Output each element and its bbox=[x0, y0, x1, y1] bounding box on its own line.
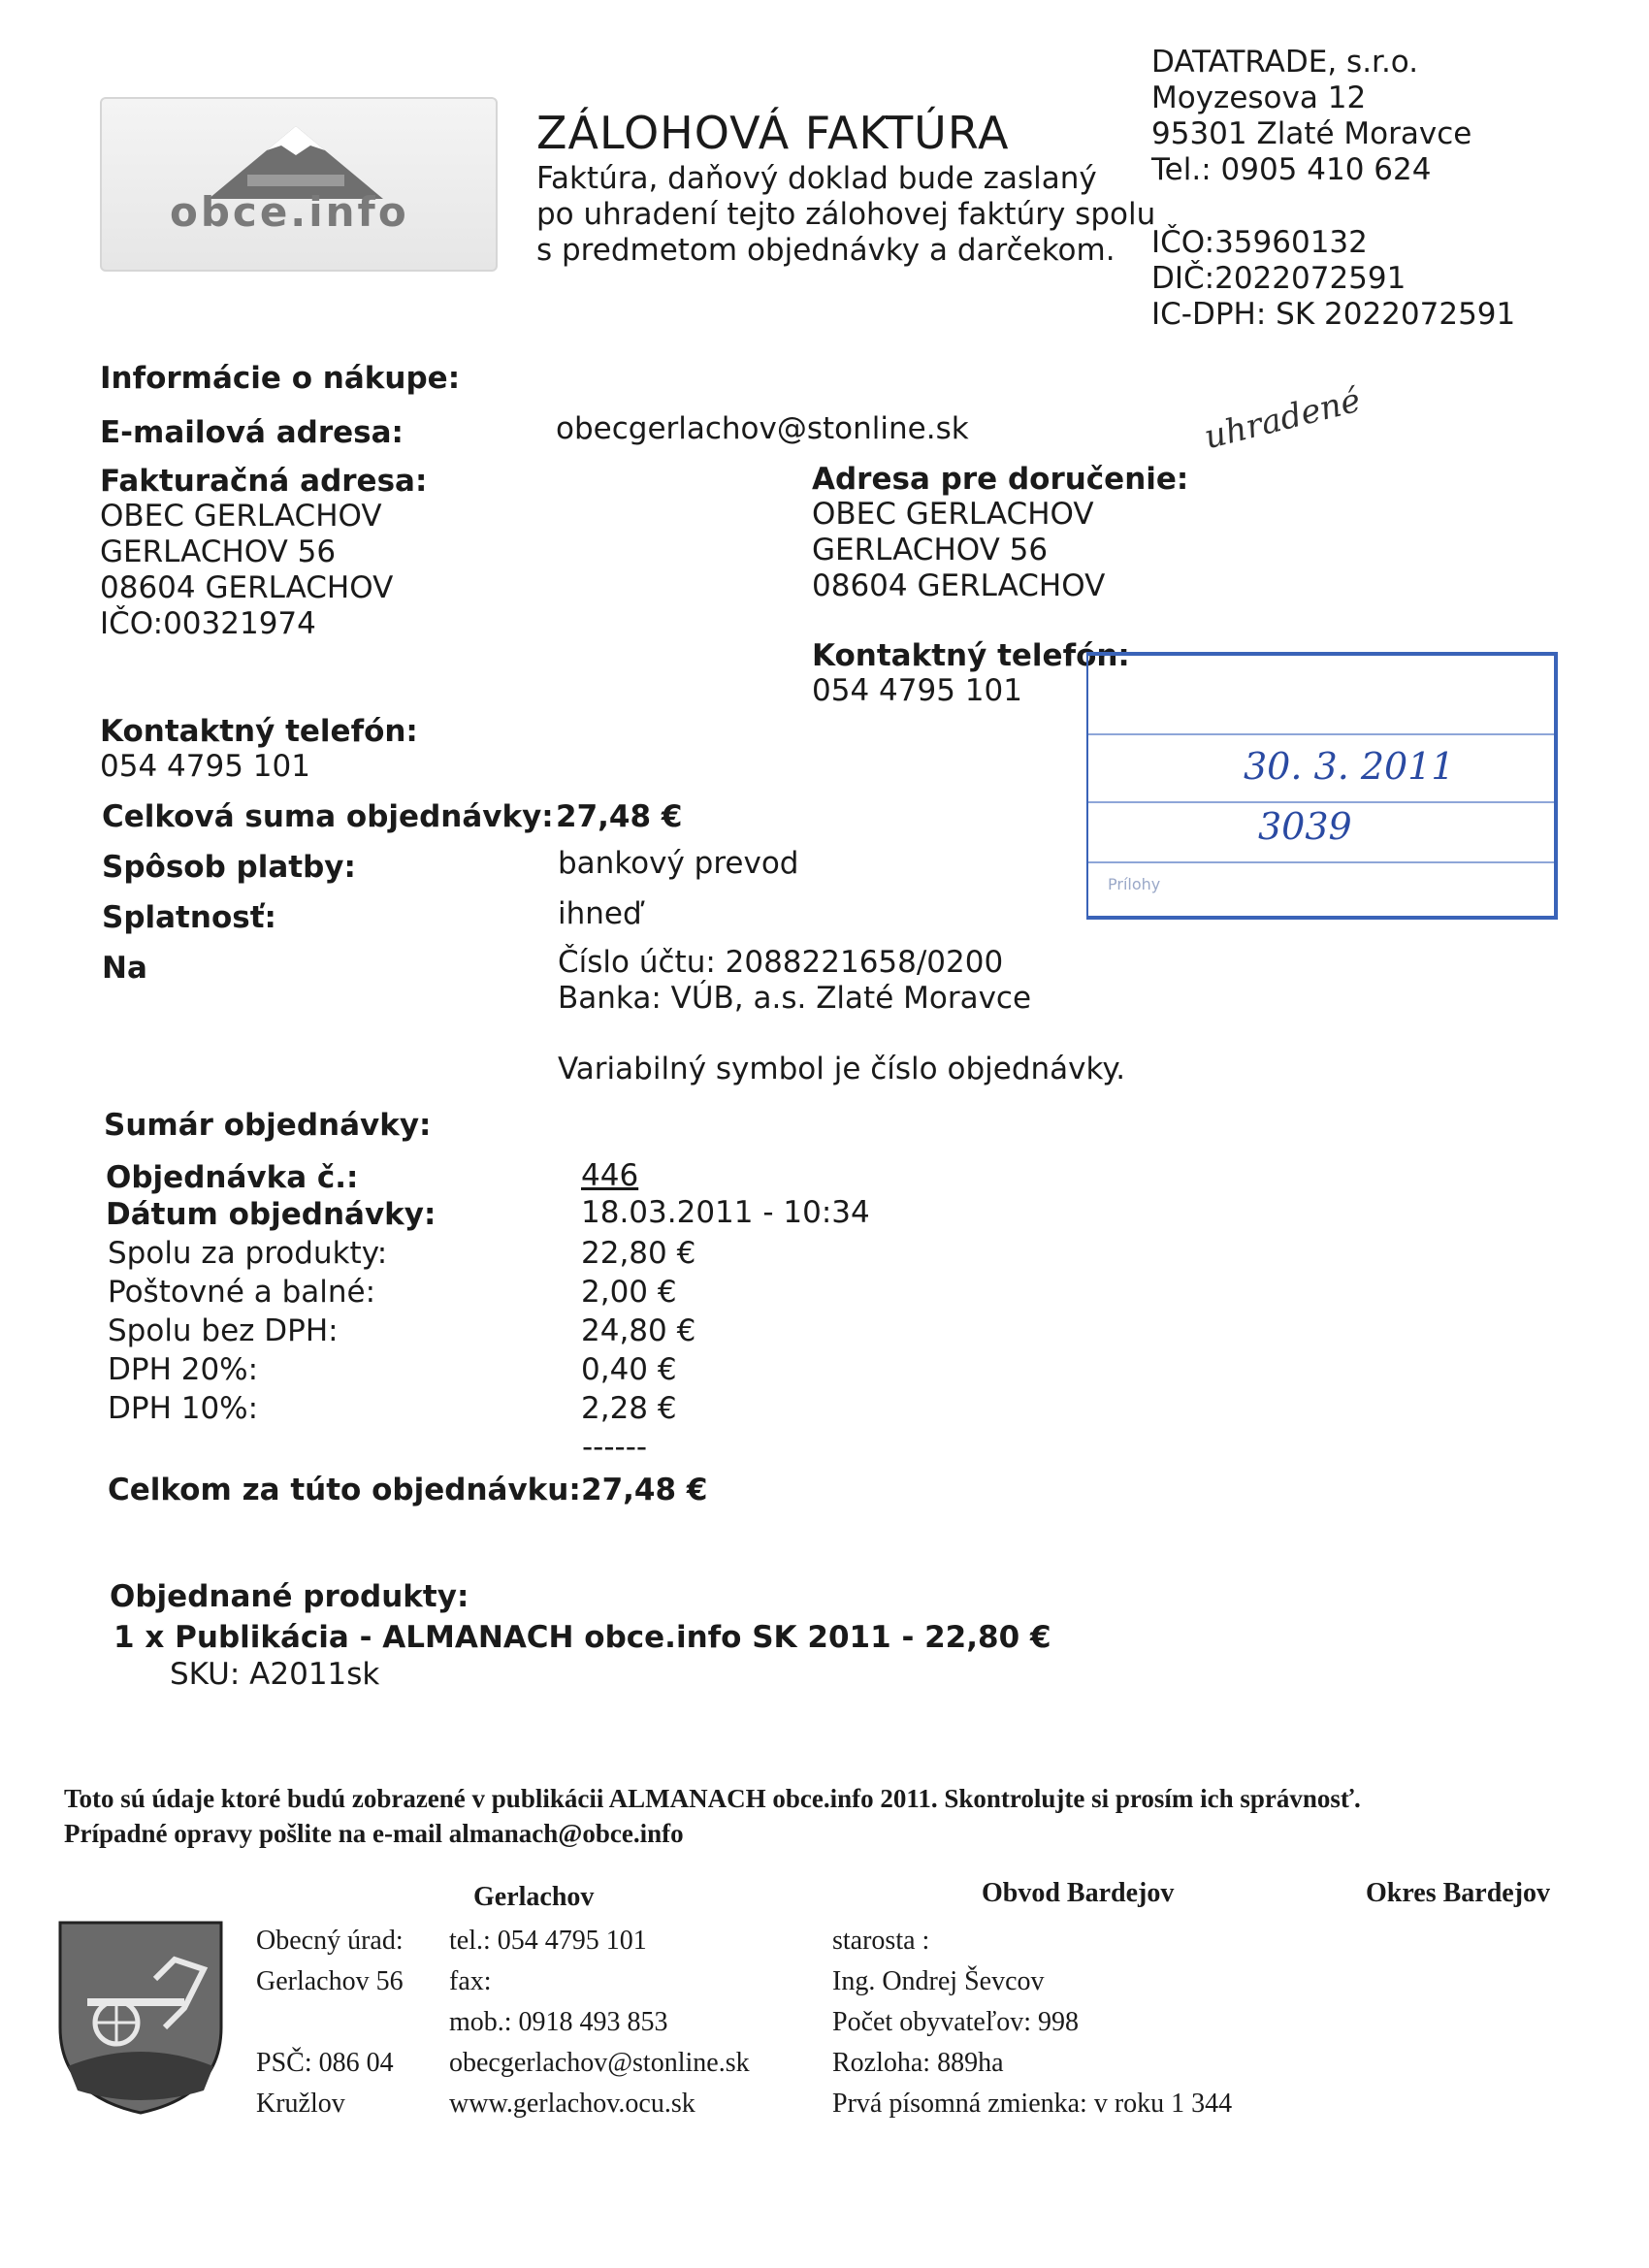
office-line: Obecný úrad: bbox=[256, 1926, 404, 1956]
company-name: DATATRADE, s.r.o. bbox=[1151, 45, 1419, 80]
company-icdph: IC-DPH: SK 2022072591 bbox=[1151, 297, 1516, 332]
grand-total-label: Celkom za túto objednávku: bbox=[108, 1473, 581, 1507]
order-date: 18.03.2011 - 10:34 bbox=[581, 1195, 870, 1230]
footer-village: Gerlachov bbox=[473, 1882, 595, 1912]
phone-value: 054 4795 101 bbox=[100, 749, 310, 784]
products-section-title: Objednané produkty: bbox=[110, 1579, 469, 1614]
summary-section-title: Sumár objednávky: bbox=[104, 1108, 432, 1143]
footer-info bbox=[832, 1921, 1232, 2124]
summary-labels bbox=[108, 1234, 387, 1428]
phone-label: Kontaktný telefón: bbox=[100, 714, 418, 749]
delivery-phone: 054 4795 101 bbox=[812, 673, 1022, 708]
delivery-line: OBEC GERLACHOV bbox=[812, 497, 1094, 532]
billing-line: GERLACHOV 56 bbox=[100, 535, 337, 569]
subtitle-line: po uhradení tejto zálohovej faktúry spolu bbox=[536, 197, 1156, 232]
page-title: ZÁLOHOVÁ FAKTÚRA bbox=[536, 107, 1010, 159]
subtitle-line: s predmetom objednávky a darčekom. bbox=[536, 233, 1116, 268]
summary-row-label: Poštovné a balné: bbox=[108, 1275, 376, 1310]
logo-text: obce.info bbox=[170, 188, 409, 236]
received-stamp: Prílohy 30. 3. 2011 3039 bbox=[1086, 652, 1558, 920]
company-dic: DIČ:2022072591 bbox=[1151, 261, 1406, 296]
delivery-line: GERLACHOV 56 bbox=[812, 533, 1049, 567]
delivery-address bbox=[812, 497, 1105, 604]
contact-website: www.gerlachov.ocu.sk bbox=[449, 2089, 695, 2119]
contact-line: fax: bbox=[449, 1966, 492, 1996]
email-label: E-mailová adresa: bbox=[100, 415, 404, 450]
summary-row-value: 24,80 € bbox=[581, 1313, 696, 1348]
summary-row-label: DPH 20%: bbox=[108, 1352, 259, 1387]
payment-value: bankový prevod bbox=[558, 846, 799, 881]
delivery-label: Adresa pre doručenie: bbox=[812, 462, 1189, 497]
total-value: 27,48 € bbox=[556, 799, 683, 834]
info-line: Prvá písomná zmienka: v roku 1 344 bbox=[832, 2089, 1233, 2119]
bank-name: Banka: VÚB, a.s. Zlaté Moravce bbox=[558, 981, 1032, 1016]
footer-district: Obvod Bardejov bbox=[982, 1878, 1175, 1908]
subtitle-line: Faktúra, daňový doklad bude zaslaný bbox=[536, 161, 1097, 196]
info-line: Rozloha: 889ha bbox=[832, 2048, 1004, 2078]
summary-row-value: 2,28 € bbox=[581, 1391, 677, 1426]
company-phone: Tel.: 0905 410 624 bbox=[1151, 152, 1432, 187]
bank-details bbox=[558, 945, 1031, 1017]
handwritten-signature: uhradené bbox=[1200, 380, 1365, 458]
grand-total-value: 27,48 € bbox=[581, 1473, 708, 1507]
company-city: 95301 Zlaté Moravce bbox=[1151, 116, 1472, 151]
order-number-label: Objednávka č.: bbox=[106, 1160, 359, 1195]
summary-row-label: Spolu za produkty: bbox=[108, 1236, 388, 1271]
delivery-line: 08604 GERLACHOV bbox=[812, 568, 1106, 603]
due-label: Splatnosť: bbox=[102, 900, 276, 935]
product-item: 1 x Publikácia - ALMANACH obce.info SK 2011 - 22,80 € bbox=[113, 1620, 1051, 1655]
due-value: ihneď bbox=[558, 896, 642, 931]
coat-of-arms-icon bbox=[58, 1921, 223, 2115]
office-line: PSČ: 086 04 bbox=[256, 2048, 394, 2078]
invoice-subtitle bbox=[536, 161, 1155, 269]
summary-row-value: 0,40 € bbox=[581, 1352, 677, 1387]
billing-line: OBEC GERLACHOV bbox=[100, 499, 382, 534]
office-line: Gerlachov 56 bbox=[256, 1966, 404, 1996]
variable-symbol-note: Variabilný symbol je číslo objednávky. bbox=[558, 1052, 1126, 1086]
billing-address bbox=[100, 499, 393, 642]
sum-separator: ------ bbox=[582, 1430, 648, 1465]
summary-row-label: Spolu bez DPH: bbox=[108, 1313, 339, 1348]
company-ico: IČO:35960132 bbox=[1151, 225, 1368, 260]
note-line: Prípadné opravy pošlite na e-mail almanach@obce.info bbox=[64, 1819, 684, 1848]
billing-label: Fakturačná adresa: bbox=[100, 464, 428, 499]
delivery-phone-label: Kontaktný telefón: bbox=[812, 638, 1130, 673]
payment-label: Spôsob platby: bbox=[102, 850, 356, 885]
contact-email: obecgerlachov@stonline.sk bbox=[449, 2048, 750, 2078]
contact-line: mob.: 0918 493 853 bbox=[449, 2007, 668, 2037]
billing-line: 08604 GERLACHOV bbox=[100, 570, 394, 605]
footer-office bbox=[256, 1921, 404, 2124]
stamp-number: 3039 bbox=[1258, 805, 1352, 848]
office-line: Kružlov bbox=[256, 2089, 345, 2119]
summary-values bbox=[581, 1234, 695, 1428]
almanach-note bbox=[64, 1781, 1361, 1851]
product-sku: SKU: A2011sk bbox=[170, 1657, 380, 1692]
stamp-date: 30. 3. 2011 bbox=[1244, 745, 1455, 788]
note-line: Toto sú údaje ktoré budú zobrazené v publikácii ALMANACH obce.info 2011. Skontrolujte si prosím ich správnosť. bbox=[64, 1784, 1361, 1813]
summary-row-value: 2,00 € bbox=[581, 1275, 677, 1310]
company-street: Moyzesova 12 bbox=[1151, 81, 1367, 115]
footer-contacts bbox=[449, 1921, 750, 2124]
account-number: Číslo účtu: 2088221658/0200 bbox=[558, 945, 1004, 980]
obce-info-logo bbox=[100, 97, 498, 272]
to-label: Na bbox=[102, 951, 147, 986]
order-number-link[interactable]: 446 bbox=[581, 1158, 639, 1193]
email-value: obecgerlachov@stonline.sk bbox=[556, 411, 969, 446]
info-line: starosta : bbox=[832, 1926, 930, 1956]
purchase-section-title: Informácie o nákupe: bbox=[100, 361, 461, 396]
summary-row-value: 22,80 € bbox=[581, 1236, 696, 1271]
footer-county: Okres Bardejov bbox=[1366, 1878, 1551, 1908]
summary-row-label: DPH 10%: bbox=[108, 1391, 259, 1426]
info-line: Ing. Ondrej Ševcov bbox=[832, 1966, 1045, 1996]
total-label: Celková suma objednávky: bbox=[102, 799, 554, 834]
company-address bbox=[1151, 45, 1515, 333]
info-line: Počet obyvateľov: 998 bbox=[832, 2007, 1079, 2037]
billing-line: IČO:00321974 bbox=[100, 606, 316, 641]
contact-line: tel.: 054 4795 101 bbox=[449, 1926, 647, 1956]
order-date-label: Dátum objednávky: bbox=[106, 1197, 436, 1232]
